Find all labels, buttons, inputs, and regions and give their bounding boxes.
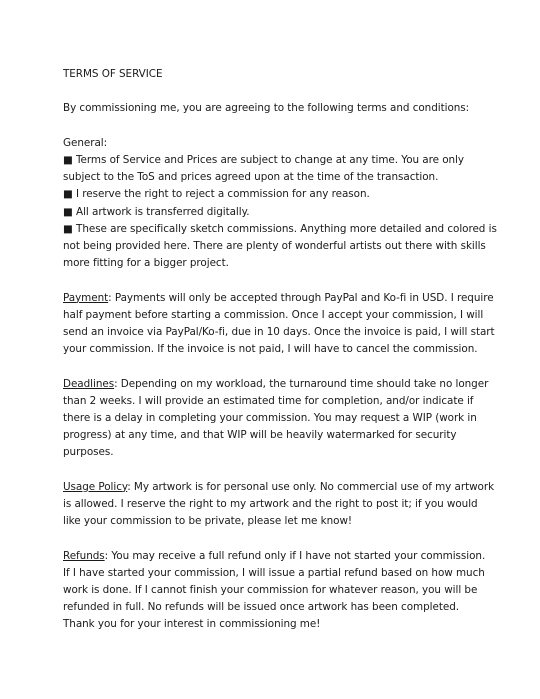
payment-line: half payment before starting a commission. Once I accept your commission, I will — [63, 308, 484, 321]
document-title: TERMS OF SERVICE — [63, 68, 163, 80]
payment-first-line — [63, 290, 494, 307]
payment-line: send an invoice via PayPal/Ko-fi, due in 10 days. Once the invoice is paid, I will start — [63, 326, 495, 338]
general-line: subject to the ToS and prices agreed upon at the time of the transaction. — [63, 171, 439, 184]
payment-heading: Payment — [63, 291, 109, 304]
payment-line: your commission. If the invoice is not paid, I will have to cancel the commission. — [63, 343, 478, 356]
deadlines-line: progress) at any time, and that WIP will be heavily watermarked for security — [63, 429, 457, 442]
deadlines-line: purposes. — [63, 446, 114, 459]
usage-line: is allowed. I reserve the right to my artwork and the right to post it; if you would — [63, 498, 478, 510]
refunds-line: If I have started your commission, I will issue a partial refund based on how much — [63, 566, 485, 579]
refunds-line: work is done. If I cannot finish your commission for whatever reason, you will be — [63, 584, 478, 596]
general-line: not being provided here. There are plenty of wonderful artists out there with skills — [63, 240, 486, 252]
general-line: more fitting for a bigger project. — [63, 257, 229, 270]
usage-first-line — [63, 479, 495, 496]
document-title-block — [63, 66, 483, 83]
usage-heading: Usage Policy — [63, 480, 128, 493]
usage-text: : My artwork is for personal use only. No commercial use of my artwork — [127, 480, 495, 493]
deadlines-line: than 2 weeks. I will provide an estimated time for completion, and/or indicate if — [63, 394, 474, 407]
intro-paragraph — [63, 100, 483, 117]
closing-text: Thank you for your interest in commissioning me! — [63, 618, 321, 631]
deadlines-heading: Deadlines — [63, 377, 115, 390]
usage-line: like your commission to be private, please let me know! — [63, 515, 353, 528]
refunds-first-line — [63, 548, 486, 565]
refunds-section — [63, 548, 486, 634]
refunds-line: refunded in full. No refunds will be issued once artwork has been completed. — [63, 601, 459, 614]
general-section — [63, 135, 497, 273]
general-heading: General: — [63, 136, 108, 149]
document-page — [63, 66, 497, 634]
general-line: ■ These are specifically sketch commissions. Anything more detailed and colored is — [63, 222, 497, 235]
payment-text: : Payments will only be accepted through PayPal and Ko-fi in USD. I require — [108, 291, 494, 304]
deadlines-text: : Depending on my workload, the turnaround time should take no longer — [114, 377, 489, 390]
deadlines-line: there is a delay in completing your commission. You may request a WIP (work in — [63, 412, 477, 424]
deadlines-first-line — [63, 376, 489, 393]
usage-section — [63, 479, 495, 531]
refunds-text: : You may receive a full refund only if I have not started your commission. — [104, 549, 486, 562]
intro-text: By commissioning me, you are agreeing to the following terms and conditions: — [63, 102, 470, 115]
deadlines-section — [63, 376, 489, 462]
general-line: ■ I reserve the right to reject a commission for any reason. — [63, 188, 370, 201]
payment-section — [63, 290, 495, 359]
general-line: ■ All artwork is transferred digitally. — [63, 205, 250, 218]
general-line: ■ Terms of Service and Prices are subject to change at any time. You are only — [63, 153, 464, 166]
refunds-heading: Refunds — [63, 549, 105, 562]
